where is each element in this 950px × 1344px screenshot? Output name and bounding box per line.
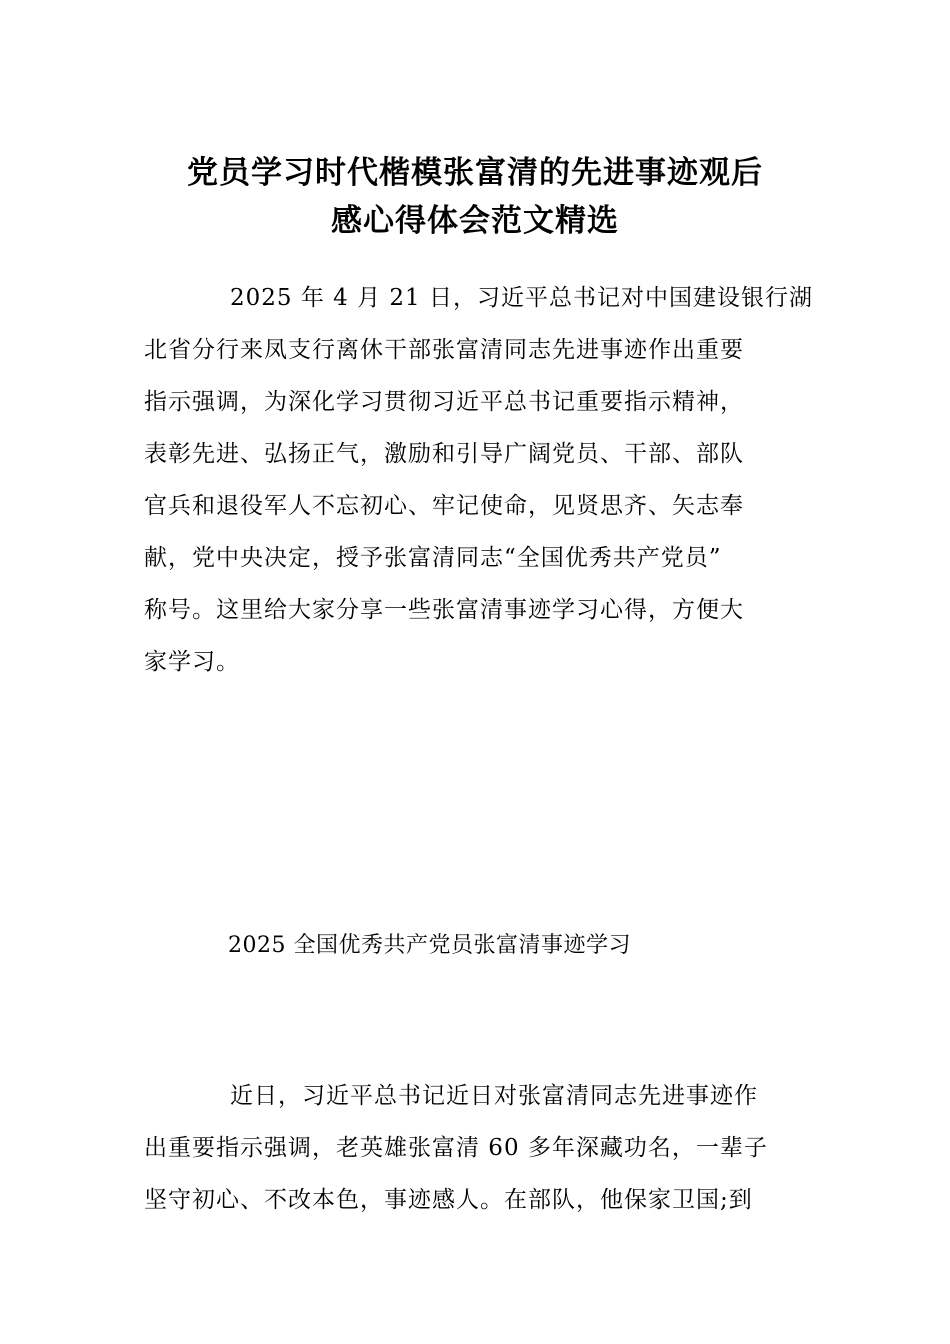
intro-paragraph bbox=[144, 272, 813, 688]
intro-line-1: 2025 年 4 月 21 日，习近平总书记对中国建设银行湖 bbox=[230, 285, 813, 311]
title-line-2: 感心得体会范文精选 bbox=[331, 202, 619, 239]
title-line-1: 党员学习时代楷模张富清的先进事迹观后 bbox=[187, 154, 763, 191]
body-line-1: 近日，习近平总书记近日对张富清同志先进事迹作 bbox=[230, 1083, 758, 1109]
intro-line-5: 官兵和退役军人不忘初心、牢记使命，见贤思齐、矢志奉 bbox=[144, 493, 744, 519]
document-title bbox=[0, 149, 950, 245]
intro-line-2: 北省分行来凤支行离休干部张富清同志先进事迹作出重要 bbox=[144, 337, 744, 363]
intro-line-4: 表彰先进、弘扬正气，激励和引导广阔党员、干部、部队 bbox=[144, 441, 744, 467]
body-paragraph bbox=[144, 1070, 806, 1226]
section-heading: 2025 全国优秀共产党员张富清事迹学习 bbox=[228, 933, 631, 958]
intro-line-8: 家学习。 bbox=[144, 649, 240, 675]
intro-line-6: 献，党中央决定，授予张富清同志“全国优秀共产党员” bbox=[144, 545, 722, 571]
intro-line-3: 指示强调，为深化学习贯彻习近平总书记重要指示精神， bbox=[144, 389, 744, 415]
body-line-2: 出重要指示强调，老英雄张富清 60 多年深藏功名，一辈子 bbox=[144, 1135, 768, 1161]
intro-line-7: 称号。这里给大家分享一些张富清事迹学习心得，方便大 bbox=[144, 597, 744, 623]
body-line-3: 坚守初心、不改本色，事迹感人。在部队，他保家卫国;到 bbox=[144, 1187, 753, 1213]
